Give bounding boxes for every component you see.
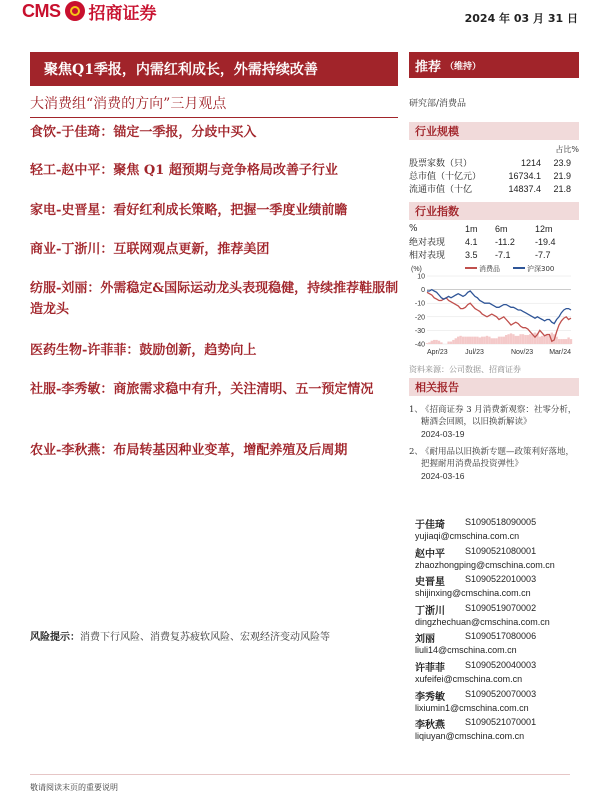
scale-row-value: 16734.1 bbox=[508, 170, 541, 181]
risk-label: 风险提示： bbox=[30, 632, 80, 643]
industry-index-table bbox=[409, 222, 579, 261]
relative-bar bbox=[503, 337, 505, 344]
analyst-cert: S1090522010003 bbox=[465, 574, 537, 585]
industry-scale-heading: 行业规模 bbox=[409, 122, 579, 140]
analyst-email[interactable]: shijinxing@cmschina.com.cn bbox=[415, 588, 531, 599]
relative-bar bbox=[474, 337, 476, 344]
rating-detail: （维持） bbox=[445, 61, 482, 72]
y-tick-label: -40 bbox=[414, 341, 425, 349]
analyst-name: 李秀敏 bbox=[415, 691, 445, 703]
analyst-entry bbox=[409, 630, 579, 659]
index-col-header: 6m bbox=[495, 223, 508, 234]
analyst-email[interactable]: yujiaqi@cmschina.com.cn bbox=[415, 531, 520, 541]
x-tick-label: Jul/23 bbox=[465, 349, 484, 356]
report-number: 1、 bbox=[409, 405, 423, 415]
y-tick-label: -10 bbox=[414, 300, 425, 308]
relative-bar bbox=[524, 335, 526, 344]
relative-bar bbox=[433, 340, 435, 344]
relative-bar bbox=[488, 337, 490, 344]
footer-note: 敬请阅读末页的重要说明 bbox=[30, 783, 118, 792]
analyst-name: 刘丽 bbox=[415, 634, 435, 646]
topic-item-commerce: 商业-丁浙川：互联网观点更新，推荐美团 bbox=[30, 242, 270, 257]
relative-bar bbox=[450, 342, 452, 344]
report-title-link[interactable]: 《耐用品以旧换新专题—政策利好落地，把握耐用消费品投资弹性》 bbox=[421, 447, 575, 469]
analyst-email[interactable]: lixiumin1@cmschina.com.cn bbox=[415, 702, 529, 713]
x-tick-label: Mar/24 bbox=[549, 349, 571, 356]
relative-bar bbox=[560, 339, 562, 344]
analyst-cert: S1090518090005 bbox=[465, 517, 537, 527]
analyst-cert: S1090520040003 bbox=[465, 659, 537, 670]
chart-ylabel: (%) bbox=[411, 266, 422, 273]
relative-bar bbox=[462, 337, 464, 344]
chart-source: 资料来源：公司数据、招商证券 bbox=[409, 365, 521, 374]
index-col-header: % bbox=[409, 223, 418, 234]
relative-bar bbox=[529, 334, 531, 344]
relative-bar bbox=[426, 343, 428, 344]
relative-bar bbox=[464, 337, 466, 344]
analyst-list bbox=[409, 516, 579, 745]
related-reports-list bbox=[409, 404, 579, 488]
index-cell: -11.2 bbox=[495, 236, 515, 247]
table-row bbox=[409, 248, 571, 261]
relative-bar bbox=[481, 337, 483, 344]
relative-bar bbox=[507, 334, 509, 344]
relative-bar bbox=[527, 335, 529, 344]
report-subtitle: 大消费组“消费的方向”三月观点 bbox=[30, 96, 227, 112]
industry-index-heading: 行业指数 bbox=[409, 202, 579, 220]
analyst-entry bbox=[409, 545, 579, 574]
company-logo bbox=[22, 0, 157, 22]
index-chart bbox=[409, 262, 579, 362]
rating-banner bbox=[409, 52, 579, 78]
scale-row-value: 1214 bbox=[520, 157, 541, 168]
relative-bar bbox=[563, 339, 565, 344]
relative-bar bbox=[459, 336, 461, 344]
relative-bar bbox=[519, 334, 521, 344]
relative-bar bbox=[555, 337, 557, 344]
legend-label-csi300: 沪深300 bbox=[527, 265, 555, 273]
analyst-cert: S1090517080006 bbox=[465, 631, 537, 642]
analyst-email[interactable]: dingzhechuan@cmschina.com.cn bbox=[415, 616, 550, 627]
relative-bar bbox=[431, 341, 433, 344]
relative-bar bbox=[505, 335, 507, 344]
analyst-entry bbox=[409, 659, 579, 688]
department-label: 研究部/消费品 bbox=[409, 99, 467, 109]
relative-bar bbox=[440, 342, 442, 344]
index-cell: -7.7 bbox=[535, 249, 551, 260]
table-row bbox=[409, 222, 571, 235]
table-row bbox=[409, 182, 571, 195]
analyst-cert: S1090521080001 bbox=[465, 545, 537, 556]
relative-bar bbox=[522, 334, 524, 344]
relative-bar bbox=[467, 337, 469, 344]
relative-bar bbox=[565, 339, 567, 344]
relative-bar bbox=[546, 335, 548, 344]
relative-bar bbox=[493, 338, 495, 344]
table-row bbox=[409, 235, 571, 248]
analyst-name: 史晋星 bbox=[415, 577, 445, 589]
relative-bar bbox=[435, 340, 437, 344]
topic-item-light-industry: 轻工-赵中平：聚焦 Q1 超预期与竞争格局改善子行业 bbox=[30, 163, 338, 178]
analyst-name: 李秋燕 bbox=[415, 720, 445, 732]
list-item bbox=[409, 446, 579, 482]
scale-row-label: 股票家数（只） bbox=[409, 159, 473, 169]
index-line-chart bbox=[409, 262, 579, 362]
x-tick-label: Nov/23 bbox=[510, 349, 534, 356]
table-row bbox=[409, 156, 571, 169]
analyst-email[interactable]: zhaozhongping@cmschina.com.cn bbox=[415, 559, 555, 570]
footer-divider bbox=[30, 774, 570, 775]
scale-row-pct: 21.8 bbox=[553, 183, 571, 194]
scale-row-pct: 23.9 bbox=[553, 157, 571, 168]
relative-bar bbox=[539, 337, 541, 344]
relative-bar bbox=[428, 342, 430, 344]
y-tick-label: -30 bbox=[414, 327, 425, 335]
analyst-email[interactable]: xufeifei@cmschina.com.cn bbox=[415, 673, 523, 684]
index-cell: 3.5 bbox=[465, 249, 478, 260]
topic-item-textile: 纺服-刘丽：外需稳定&国际运动龙头表现稳健，持续推荐鞋服制造龙头 bbox=[30, 281, 399, 317]
index-row-label: 相对表现 bbox=[409, 251, 446, 261]
relative-bar bbox=[452, 340, 454, 344]
relative-bar bbox=[570, 339, 572, 344]
report-title-link[interactable]: 《招商证券 3 月消费新观察：社零分析，糖酒会回顾，以旧换新解读》 bbox=[421, 405, 577, 427]
analyst-name: 丁浙川 bbox=[415, 605, 445, 617]
report-date: 2024-03-16 bbox=[421, 471, 465, 481]
relative-bar bbox=[447, 342, 449, 344]
list-item bbox=[409, 404, 579, 440]
relative-bar bbox=[534, 333, 536, 344]
topic-item-food: 食饮-于佳琦：锚定一季报，分歧中买入 bbox=[30, 125, 257, 140]
relative-bar bbox=[483, 337, 485, 344]
relative-bar bbox=[498, 337, 500, 344]
page-header bbox=[0, 0, 600, 34]
relative-bar bbox=[455, 338, 457, 344]
risk-warning bbox=[30, 628, 330, 643]
chart-grid bbox=[427, 276, 571, 344]
relative-bar bbox=[512, 334, 514, 344]
series-line-csi300 bbox=[427, 290, 571, 324]
chart-legend bbox=[465, 264, 554, 273]
index-row-label: 绝对表现 bbox=[409, 238, 446, 248]
report-number: 2、 bbox=[409, 447, 423, 457]
relative-bar bbox=[486, 336, 488, 344]
scale-row-label: 流通市值（十亿 bbox=[409, 185, 473, 195]
topic-item-social-service: 社服-李秀敏：商旅需求稳中有升，关注清明、五一预定情况 bbox=[30, 382, 374, 397]
relative-bar bbox=[479, 337, 481, 344]
analyst-email[interactable]: liuli14@cmschina.com.cn bbox=[415, 645, 517, 656]
chart-lines bbox=[427, 290, 571, 342]
rating-label: 推荐 bbox=[415, 59, 442, 75]
y-tick-label: 0 bbox=[421, 287, 425, 295]
analyst-entry bbox=[409, 516, 579, 545]
relative-bar bbox=[567, 337, 569, 344]
relative-bar bbox=[476, 337, 478, 344]
index-cell: -19.4 bbox=[535, 236, 556, 247]
analyst-entry bbox=[409, 602, 579, 631]
relative-bar bbox=[517, 336, 519, 344]
analyst-name: 赵中平 bbox=[415, 548, 445, 560]
legend-label-consumer: 消费品 bbox=[479, 265, 500, 273]
index-cell: -7.1 bbox=[495, 249, 511, 260]
index-cell: 4.1 bbox=[465, 236, 478, 247]
analyst-name: 许菲菲 bbox=[415, 662, 445, 674]
relative-bar bbox=[500, 337, 502, 344]
relative-bar bbox=[471, 337, 473, 344]
risk-text: 消费下行风险、消费复苏疲软风险、宏观经济变动风险等 bbox=[80, 632, 330, 643]
relative-bar bbox=[469, 337, 471, 344]
y-tick-label: 10 bbox=[417, 273, 425, 281]
relative-bar bbox=[541, 336, 543, 344]
report-date: 2024 年 03 月 31 日 bbox=[464, 12, 578, 25]
related-reports-heading: 相关报告 bbox=[409, 378, 579, 396]
topic-item-agriculture: 农业-李秋燕：布局转基因种业变革，增配养殖及后周期 bbox=[30, 443, 348, 458]
index-col-header: 1m bbox=[465, 223, 478, 234]
analyst-entry bbox=[409, 716, 579, 745]
analyst-email[interactable]: liqiuyan@cmschina.com.cn bbox=[415, 731, 525, 742]
analyst-cert: S1090519070002 bbox=[465, 602, 537, 613]
subtitle-divider bbox=[30, 117, 398, 118]
scale-row-label: 总市值（十亿元） bbox=[409, 172, 482, 182]
analyst-cert: S1090521070001 bbox=[465, 717, 537, 728]
industry-scale-table bbox=[409, 156, 579, 195]
relative-bar bbox=[438, 341, 440, 344]
relative-bar bbox=[457, 337, 459, 344]
scale-row-value: 14837.4 bbox=[508, 183, 541, 194]
relative-bar bbox=[491, 338, 493, 344]
x-tick-label: Apr/23 bbox=[427, 349, 448, 356]
index-col-header: 12m bbox=[535, 223, 553, 234]
scale-row-pct: 21.9 bbox=[553, 170, 571, 181]
relative-bar bbox=[515, 336, 517, 344]
table-row bbox=[409, 169, 571, 182]
relative-bar bbox=[510, 333, 512, 344]
y-tick-label: -20 bbox=[414, 314, 425, 322]
report-title: 聚焦Q1季报，内需红利成长，外需持续改善 bbox=[30, 52, 398, 86]
analyst-entry bbox=[409, 688, 579, 717]
report-date: 2024-03-19 bbox=[421, 429, 465, 439]
logo-emblem-icon bbox=[65, 1, 85, 21]
industry-scale-unit: 占比% bbox=[555, 145, 579, 154]
analyst-entry bbox=[409, 573, 579, 602]
analyst-name: 于佳琦 bbox=[415, 520, 445, 531]
analyst-cert: S1090520070003 bbox=[465, 688, 537, 699]
topic-item-home-appliance: 家电-史晋星：看好红利成长策略，把握一季度业绩前瞻 bbox=[30, 203, 348, 218]
relative-bar bbox=[558, 339, 560, 344]
logo-cms-text: CMS bbox=[22, 0, 61, 21]
relative-bar bbox=[495, 338, 497, 344]
topic-item-pharma: 医药生物-许菲菲：鼓励创新，趋势向上 bbox=[30, 343, 257, 358]
logo-cn-text: 招商证券 bbox=[88, 3, 157, 24]
